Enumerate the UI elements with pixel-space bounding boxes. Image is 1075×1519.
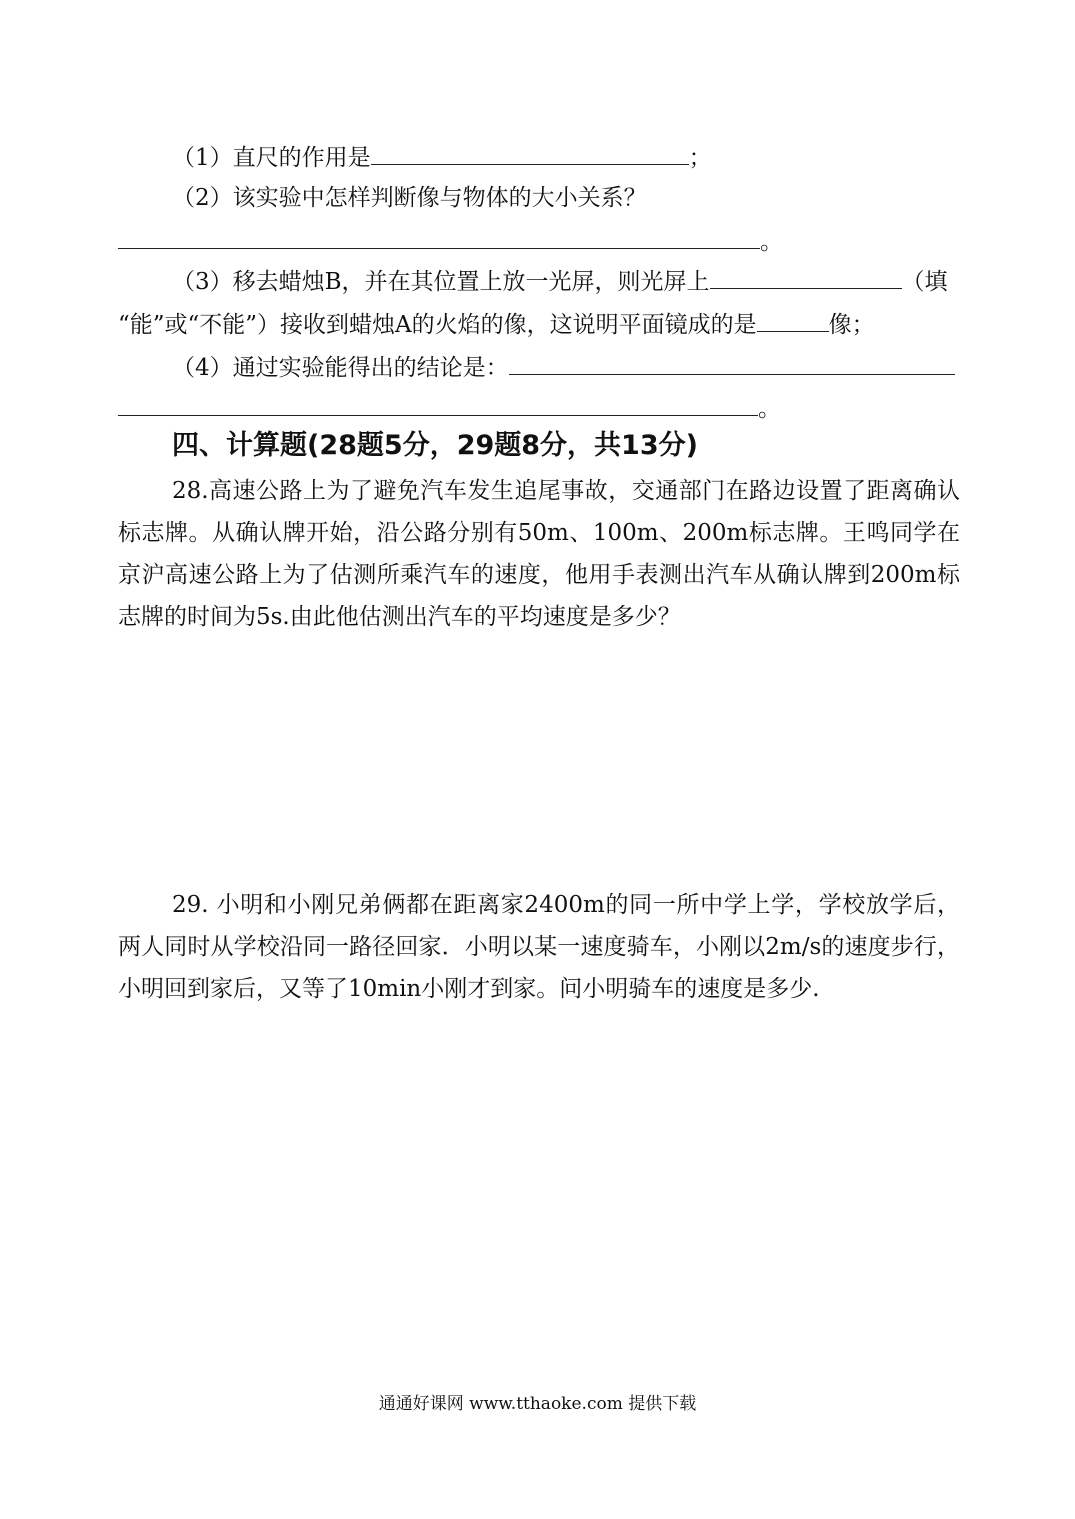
problem-29: 29. 小明和小刚兄弟俩都在距离家2400m的同一所中学上学，学校放学后，两人同时从学校沿同一路径回家．小明以某一速度骑车，小刚以2m/s的速度步行，小明回到家后，又等了10min小刚才到家。问小明骑车的速度是多少. <box>118 892 960 1002</box>
problem-28: 28.高速公路上为了避免汽车发生追尾事故，交通部门在路边设置了距离确认标志牌。从确认牌开始，沿公路分别有50m、100m、200m标志牌。王鸣同学在京沪高速公路上为了估测所乘汽车的速度，他用手表测出汽车从确认牌到200m标志牌的时间为5s.由此他估测出汽车的平均速度是多少？ <box>118 478 960 630</box>
question-3-text-d: 像； <box>828 312 875 338</box>
answer-blank-4b[interactable] <box>118 393 758 416</box>
question-4-answer-line <box>118 393 781 424</box>
question-4 <box>172 352 955 383</box>
question-1 <box>172 142 712 173</box>
answer-blank-3b[interactable] <box>757 309 829 332</box>
section-title: 四、计算题(28题5分，29题8分，共13分) <box>172 430 698 461</box>
answer-blank-3a[interactable] <box>710 266 902 289</box>
question-2-answer-line <box>118 226 783 257</box>
question-3-text-a: （3）移去蜡烛B，并在其位置上放一光屏，则光屏上 <box>172 269 710 295</box>
question-1-end: ； <box>688 145 712 171</box>
question-3-text-c: “能”或“不能”）接收到蜡烛A的火焰的像，这说明平面镜成的是 <box>118 312 757 338</box>
answer-blank-2[interactable] <box>118 226 760 249</box>
question-2-end: 。 <box>760 229 783 255</box>
question-4-end: 。 <box>758 396 781 422</box>
question-3 <box>172 266 948 297</box>
question-3-text-b: （填 <box>901 269 948 295</box>
question-4-text: （4）通过实验能得出的结论是： <box>172 355 509 381</box>
answer-blank-4a[interactable] <box>509 352 955 375</box>
question-2 <box>172 183 647 213</box>
question-3-cont <box>118 309 875 340</box>
footer: 通通好课网 www.tthaoke.com 提供下载 <box>378 1394 697 1414</box>
question-1-text: （1）直尺的作用是 <box>172 145 371 171</box>
question-2-text: （2）该实验中怎样判断像与物体的大小关系？ <box>172 185 647 211</box>
answer-blank-1[interactable] <box>371 142 689 165</box>
